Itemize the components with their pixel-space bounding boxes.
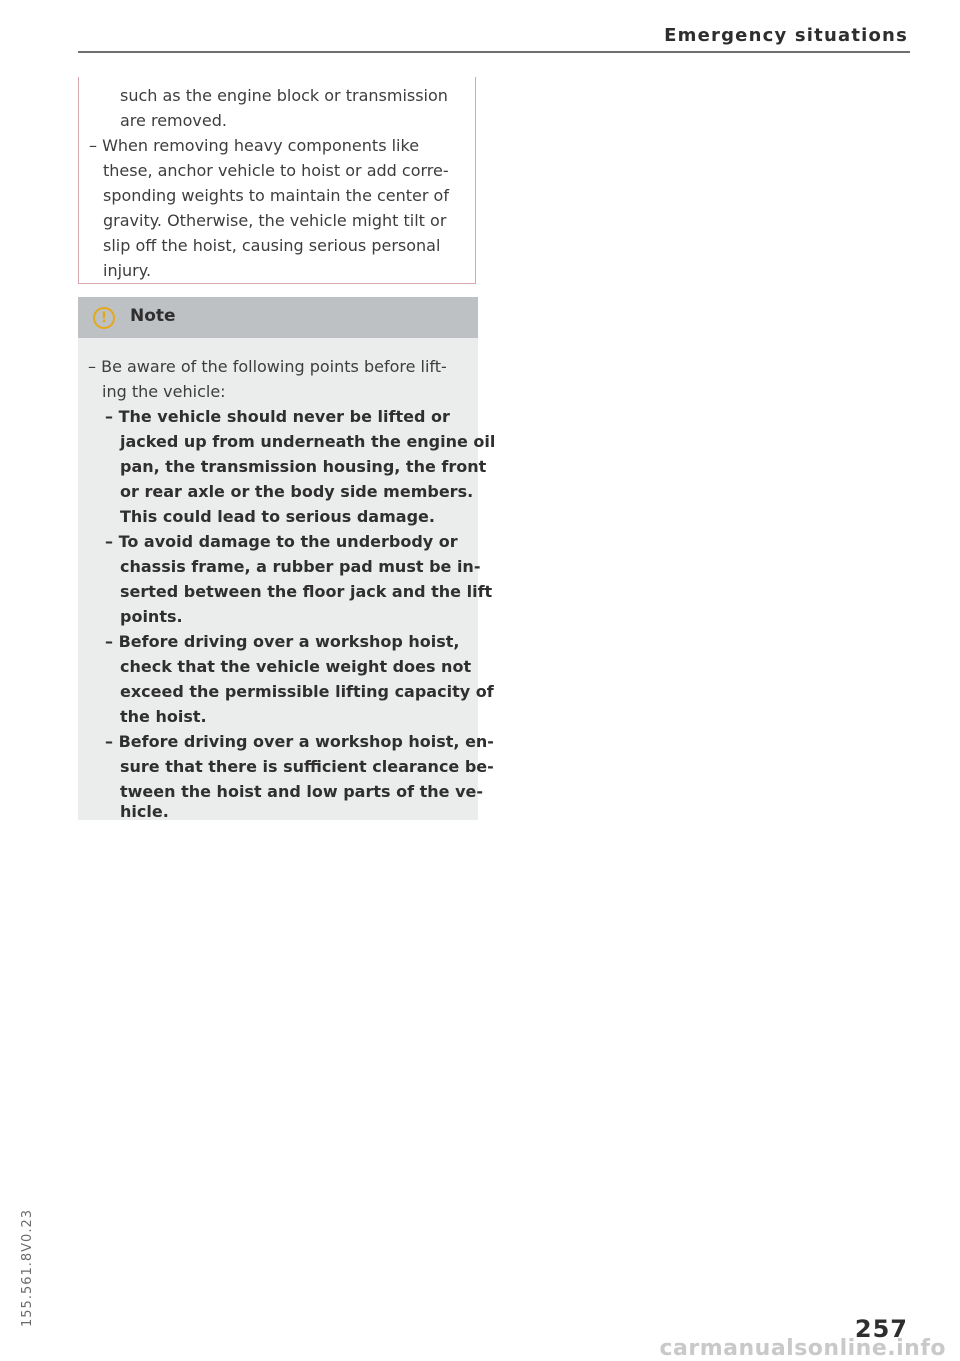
warning-line: injury. (103, 261, 152, 280)
warning-line: sponding weights to maintain the center of (103, 186, 449, 205)
warning-line: – When removing heavy components like (89, 136, 420, 155)
watermark: carmanualsonline.info (659, 1336, 946, 1361)
warning-line: are removed. (120, 111, 227, 130)
note-header (78, 297, 478, 338)
warning-box (78, 77, 476, 284)
note-bold-line: or rear axle or the body side members. (120, 482, 474, 501)
note-bold-line: – Before driving over a workshop hoist, en- (105, 732, 494, 751)
note-bold-line: tween the hoist and low parts of the ve- (120, 782, 483, 801)
note-bold-line: exceed the permissible lifting capacity of (120, 682, 494, 701)
note-bold-line: serted between the floor jack and the lift (120, 582, 493, 601)
exclamation-circle-icon: ! (93, 307, 115, 329)
note-bold-line: pan, the transmission housing, the front (120, 457, 487, 476)
header-rule (78, 51, 910, 53)
warning-line: slip off the hoist, causing serious personal (103, 236, 441, 255)
page-number: 257 (854, 1315, 908, 1343)
note-bold-line: jacked up from underneath the engine oil (120, 432, 496, 451)
note-bold-line: – Before driving over a workshop hoist, (105, 632, 460, 651)
note-bold-line: chassis frame, a rubber pad must be in- (120, 557, 481, 576)
note-bold-line: check that the vehicle weight does not (120, 657, 472, 676)
note-box (78, 297, 496, 821)
note-bold-line: hicle. (120, 802, 169, 821)
note-bold-line: – The vehicle should never be lifted or (105, 407, 450, 426)
warning-line: such as the engine block or transmission (120, 86, 448, 105)
warning-line: gravity. Otherwise, the vehicle might tilt or (103, 211, 447, 230)
note-bold-line: the hoist. (120, 707, 207, 726)
document-code: 155.561.8V0.23 (20, 1209, 35, 1327)
note-title: Note (130, 306, 176, 326)
note-bold-line: points. (120, 607, 183, 626)
note-bold-line: – To avoid damage to the underbody or (105, 532, 458, 551)
note-bold-line: This could lead to serious damage. (120, 507, 435, 526)
note-intro-line: – Be aware of the following points before lift- (88, 357, 447, 376)
note-intro-line: ing the vehicle: (102, 382, 226, 401)
warning-line: these, anchor vehicle to hoist or add corre- (103, 161, 449, 180)
note-bold-line: sure that there is sufficient clearance be- (120, 757, 494, 776)
section-title: Emergency situations (664, 25, 908, 46)
